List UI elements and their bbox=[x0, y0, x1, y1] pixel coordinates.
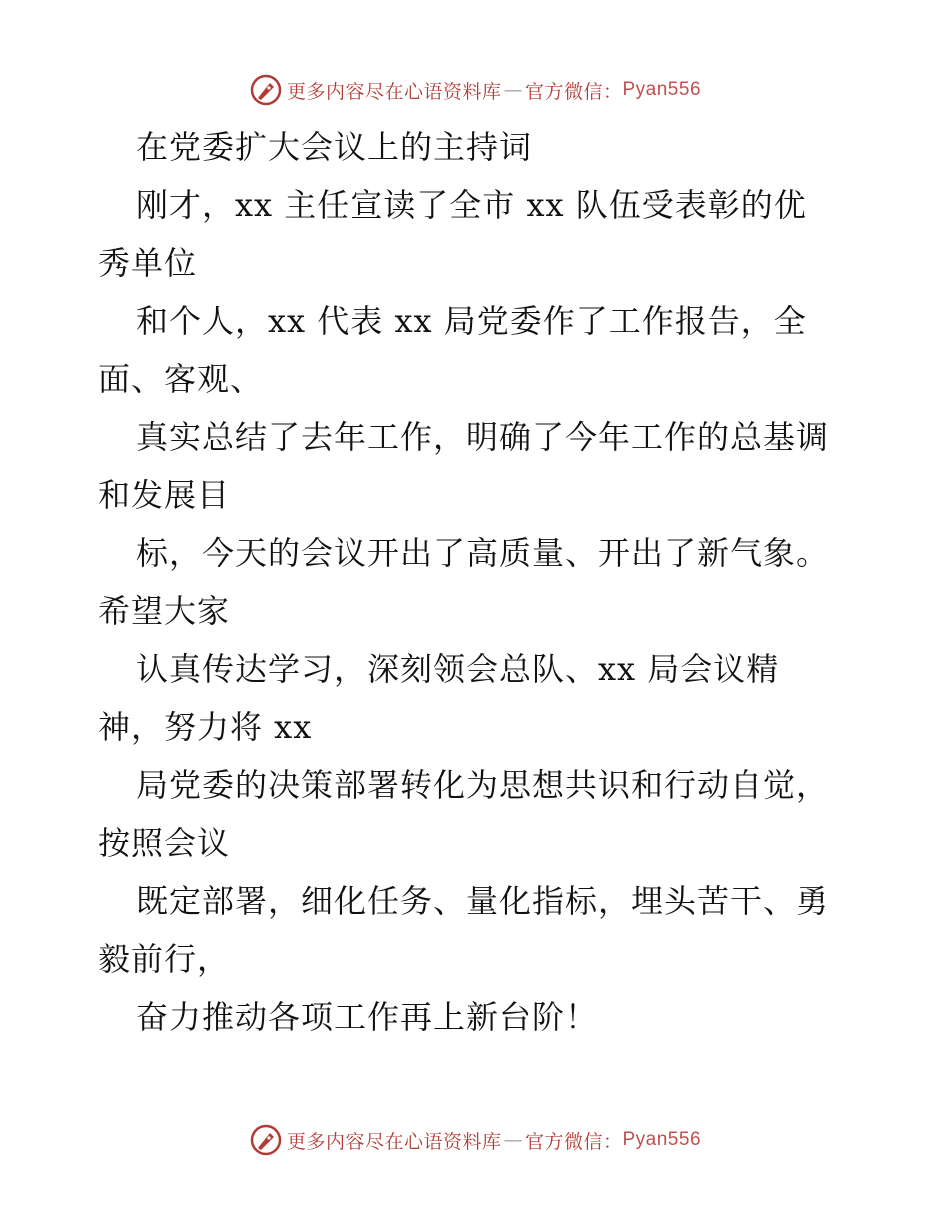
text-line: 真实总结了去年工作，明确了今年工作的总基调 bbox=[136, 418, 830, 456]
banner-wechat-label: 官方微信： bbox=[524, 1130, 623, 1153]
banner-wechat-label: 官方微信： bbox=[524, 80, 623, 103]
text-line: 奋力推动各项工作再上新台阶！ bbox=[136, 998, 599, 1036]
text-line: 和发展目 bbox=[98, 476, 231, 514]
banner-slogan: 更多内容尽在心语资料库 bbox=[286, 80, 502, 103]
banner-slogan: 更多内容尽在心语资料库 bbox=[286, 1130, 502, 1153]
text-line: 认真传达学习，深刻领会总队、xx 局会议精 bbox=[136, 650, 780, 688]
text-line: 按照会议 bbox=[98, 824, 231, 862]
document-body bbox=[98, 118, 858, 1046]
text-line: 神，努力将 xx bbox=[98, 708, 313, 746]
banner-separator: — bbox=[503, 1129, 523, 1151]
text-line: 局党委的决策部署转化为思想共识和行动自觉， bbox=[136, 766, 830, 804]
pen-nib-circle-icon bbox=[249, 1123, 283, 1157]
text-line: 标，今天的会议开出了高质量、开出了新气象。 bbox=[136, 534, 830, 572]
banner-handle: Pyan556 bbox=[622, 79, 702, 100]
text-line: 秀单位 bbox=[98, 244, 198, 282]
banner-handle: Pyan556 bbox=[622, 1129, 702, 1150]
pen-nib-circle-icon bbox=[249, 73, 283, 107]
text-line: 毅前行， bbox=[98, 940, 231, 978]
document-title: 在党委扩大会议上的主持词 bbox=[136, 128, 533, 166]
footer-banner bbox=[0, 1120, 950, 1160]
banner-separator: — bbox=[503, 79, 523, 101]
text-line: 希望大家 bbox=[98, 592, 231, 630]
text-line: 面、客观、 bbox=[98, 360, 264, 398]
text-line: 和个人，xx 代表 xx 局党委作了工作报告，全 bbox=[136, 302, 807, 340]
text-line: 刚才，xx 主任宣读了全市 xx 队伍受表彰的优 bbox=[136, 186, 807, 224]
header-banner bbox=[0, 70, 950, 110]
text-line: 既定部署，细化任务、量化指标，埋头苦干、勇 bbox=[136, 882, 830, 920]
